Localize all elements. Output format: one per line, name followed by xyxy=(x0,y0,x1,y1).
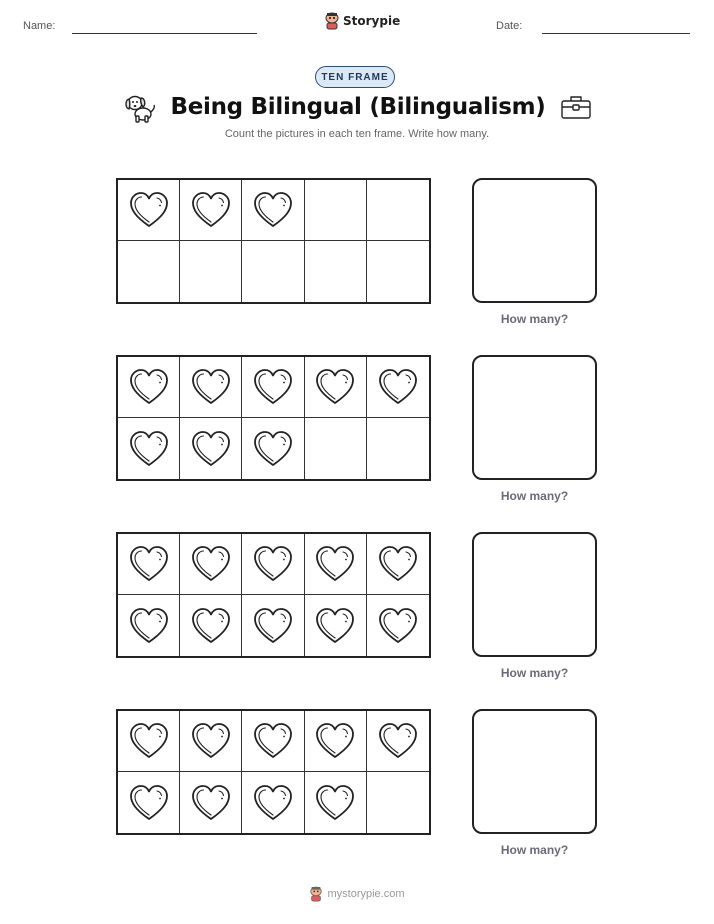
ten-frame-cell xyxy=(242,772,304,833)
answer-box-2[interactable] xyxy=(472,355,597,480)
heart-icon xyxy=(377,721,419,761)
heart-icon xyxy=(190,721,232,761)
answer-box-1[interactable] xyxy=(472,178,597,303)
heart-icon xyxy=(128,606,170,646)
ten-frame-cell xyxy=(118,595,180,656)
title-row xyxy=(0,90,714,124)
heart-icon xyxy=(252,367,294,407)
ten-frame-cell xyxy=(367,534,429,595)
heart-icon xyxy=(314,367,356,407)
ten-frame-cell xyxy=(242,534,304,595)
brand-name: Storypie xyxy=(343,14,401,28)
ten-frame-cell xyxy=(118,772,180,833)
heart-icon xyxy=(314,721,356,761)
heart-icon xyxy=(190,544,232,584)
ten-frame-cell xyxy=(367,241,429,302)
worksheet-type-badge: TEN FRAME xyxy=(315,66,395,88)
ten-frame-cell xyxy=(180,241,242,302)
ten-frame-cell xyxy=(305,595,367,656)
heart-icon xyxy=(128,783,170,823)
how-many-label-3: How many? xyxy=(500,666,569,680)
date-line[interactable] xyxy=(542,33,690,34)
answer-box-4[interactable] xyxy=(472,709,597,834)
heart-icon xyxy=(377,544,419,584)
ten-frame-cell xyxy=(305,180,367,241)
ten-frame-cell xyxy=(367,772,429,833)
heart-icon xyxy=(314,544,356,584)
ten-frame-cell xyxy=(180,711,242,772)
heart-icon xyxy=(314,606,356,646)
heart-icon xyxy=(377,606,419,646)
ten-frame-4 xyxy=(116,709,431,835)
ten-frame-cell xyxy=(118,241,180,302)
how-many-label-1: How many? xyxy=(500,312,569,326)
heart-icon xyxy=(128,721,170,761)
toolbox-icon xyxy=(560,93,592,121)
how-many-label-4: How many? xyxy=(500,843,569,857)
footer xyxy=(0,886,714,902)
ten-frame-cell xyxy=(242,595,304,656)
ten-frame-cell xyxy=(180,357,242,418)
ten-frame-cell xyxy=(367,418,429,479)
heart-icon xyxy=(252,606,294,646)
ten-frame-cell xyxy=(118,711,180,772)
ten-frame-cell xyxy=(118,418,180,479)
ten-frame-1 xyxy=(116,178,431,304)
mascot-icon xyxy=(309,886,323,902)
how-many-label-2: How many? xyxy=(500,489,569,503)
date-label: Date: xyxy=(496,20,523,32)
ten-frame-cell xyxy=(180,534,242,595)
ten-frame-cell xyxy=(305,772,367,833)
ten-frame-cell xyxy=(118,180,180,241)
ten-frame-cell xyxy=(242,241,304,302)
brand-logo xyxy=(324,12,400,30)
heart-icon xyxy=(190,429,232,469)
name-line[interactable] xyxy=(72,33,257,34)
ten-frame-cell xyxy=(305,357,367,418)
heart-icon xyxy=(252,190,294,230)
heart-icon xyxy=(377,367,419,407)
heart-icon xyxy=(314,783,356,823)
ten-frame-cell xyxy=(242,418,304,479)
ten-frame-cell xyxy=(242,180,304,241)
heart-icon xyxy=(128,190,170,230)
answer-box-3[interactable] xyxy=(472,532,597,657)
ten-frame-cell xyxy=(180,772,242,833)
ten-frame-cell xyxy=(367,180,429,241)
ten-frame-cell xyxy=(242,357,304,418)
heart-icon xyxy=(190,606,232,646)
ten-frame-cell xyxy=(180,180,242,241)
ten-frame-cell xyxy=(367,357,429,418)
ten-frame-cell xyxy=(367,595,429,656)
ten-frame-cell xyxy=(305,534,367,595)
mascot-icon xyxy=(324,12,340,30)
ten-frame-cell xyxy=(180,595,242,656)
footer-url: mystorypie.com xyxy=(327,888,405,900)
heart-icon xyxy=(190,367,232,407)
ten-frame-cell xyxy=(305,711,367,772)
name-label: Name: xyxy=(23,20,56,32)
heart-icon xyxy=(252,429,294,469)
puppy-icon xyxy=(122,90,156,124)
worksheet-title: Being Bilingual (Bilingualism) xyxy=(170,94,546,120)
ten-frame-cell xyxy=(367,711,429,772)
heart-icon xyxy=(128,429,170,469)
heart-icon xyxy=(190,190,232,230)
ten-frame-3 xyxy=(116,532,431,658)
instructions: Count the pictures in each ten frame. Write how many. xyxy=(224,128,490,140)
ten-frame-cell xyxy=(242,711,304,772)
ten-frame-cell xyxy=(118,357,180,418)
heart-icon xyxy=(252,544,294,584)
heart-icon xyxy=(252,783,294,823)
ten-frame-2 xyxy=(116,355,431,481)
ten-frame-cell xyxy=(180,418,242,479)
heart-icon xyxy=(128,544,170,584)
ten-frame-cell xyxy=(118,534,180,595)
ten-frame-cell xyxy=(305,241,367,302)
heart-icon xyxy=(252,721,294,761)
heart-icon xyxy=(190,783,232,823)
ten-frame-cell xyxy=(305,418,367,479)
heart-icon xyxy=(128,367,170,407)
